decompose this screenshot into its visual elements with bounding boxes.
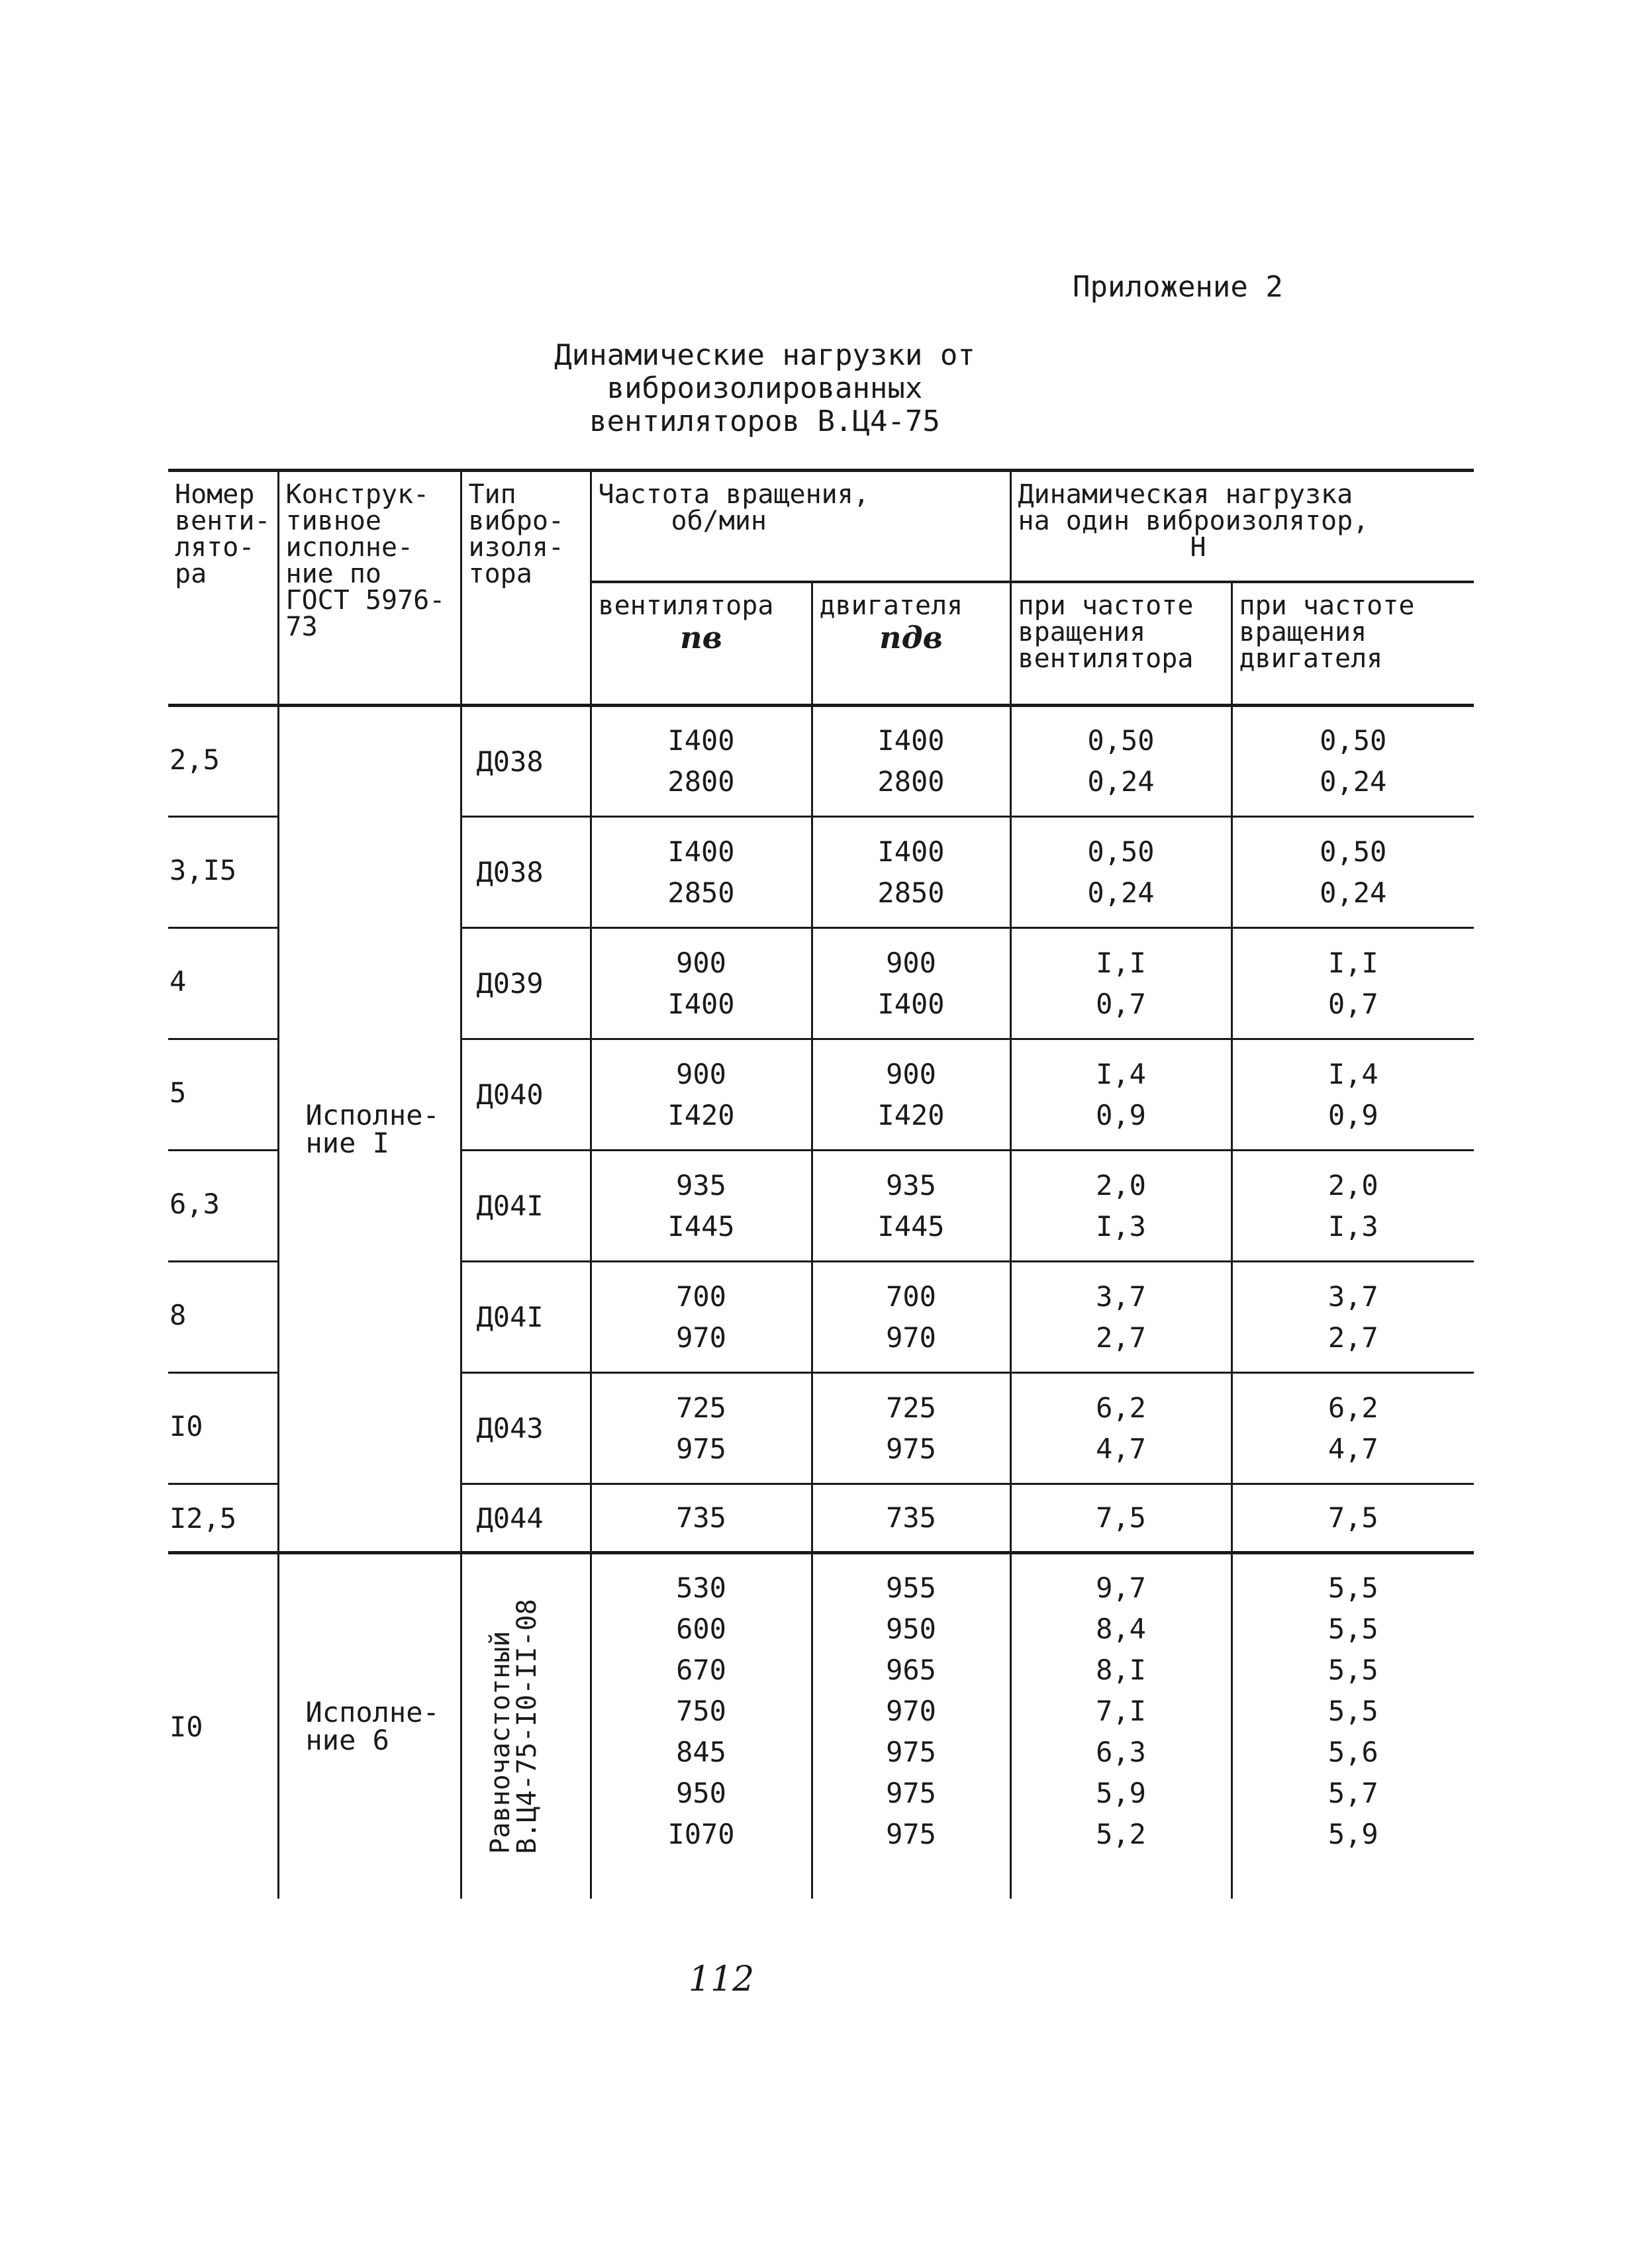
isolator-type: Д040 bbox=[461, 1039, 591, 1151]
page-title bbox=[391, 339, 1139, 438]
table-row bbox=[168, 1553, 1474, 1899]
dynamic-load-table bbox=[168, 469, 1474, 1899]
motor-speed: 700 970 bbox=[812, 1262, 1010, 1373]
title-line-2: вентиляторов В.Ц4-75 bbox=[589, 404, 940, 438]
load-at-motor-speed: I,4 0,9 bbox=[1232, 1039, 1474, 1151]
table-row bbox=[168, 706, 1474, 817]
isolator-type: Д039 bbox=[461, 928, 591, 1039]
load-at-fan-speed: I,4 0,9 bbox=[1010, 1039, 1232, 1151]
fan-number: 2,5 bbox=[168, 706, 278, 817]
fan-number: 5 bbox=[168, 1039, 278, 1151]
fan-number: 6,3 bbox=[168, 1151, 278, 1262]
header-fan-number: Номер венти- лято- ра bbox=[168, 471, 278, 706]
motor-speed: 935 I445 bbox=[812, 1151, 1010, 1262]
fan-number: 4 bbox=[168, 928, 278, 1039]
fan-speed: 735 bbox=[591, 1484, 812, 1553]
fan-speed: 700 970 bbox=[591, 1262, 812, 1373]
load-at-fan-speed: 0,50 0,24 bbox=[1010, 706, 1232, 817]
header-row-1 bbox=[168, 471, 1474, 583]
fan-number: 8 bbox=[168, 1262, 278, 1373]
symbol-n-fan: nв bbox=[680, 620, 722, 655]
isolator-type: Д043 bbox=[461, 1373, 591, 1484]
load-at-motor-speed: 3,7 2,7 bbox=[1232, 1262, 1474, 1373]
load-at-fan-speed: 2,0 I,3 bbox=[1010, 1151, 1232, 1262]
fan-speed: I400 2850 bbox=[591, 817, 812, 928]
motor-speed: 735 bbox=[812, 1484, 1010, 1553]
isolator-type: Д038 bbox=[461, 817, 591, 928]
header-isolator-type: Тип вибро- изоля- тора bbox=[461, 471, 591, 706]
fan-speed: I400 2800 bbox=[591, 706, 812, 817]
load-at-motor-speed: 0,50 0,24 bbox=[1232, 817, 1474, 928]
load-at-fan-speed: 6,2 4,7 bbox=[1010, 1373, 1232, 1484]
header-sub-fan: вентилятора nв bbox=[591, 582, 812, 706]
load-at-fan-speed-list: 9,7 8,4 8,I 7,I 6,3 5,9 5,2 bbox=[1010, 1553, 1232, 1899]
load-at-fan-speed: 3,7 2,7 bbox=[1010, 1262, 1232, 1373]
header-sub-load-fan: при частоте вращения вентилятора bbox=[1010, 582, 1232, 706]
header-design: Конструк- тивное исполне- ние по ГОСТ 5976- 73 bbox=[278, 471, 461, 706]
load-at-fan-speed: 0,50 0,24 bbox=[1010, 817, 1232, 928]
isolator-type-equal-frequency: Равночастотный В.Ц4-75-I0-II-08 bbox=[461, 1553, 591, 1899]
fan-number: I2,5 bbox=[168, 1484, 278, 1553]
motor-speed: I400 2800 bbox=[812, 706, 1010, 817]
design-execution-6: Исполне- ние 6 bbox=[278, 1553, 461, 1899]
header-sub-motor: двигателя nдв bbox=[812, 582, 1010, 706]
motor-speed: 900 I420 bbox=[812, 1039, 1010, 1151]
motor-speed: 900 I400 bbox=[812, 928, 1010, 1039]
load-at-motor-speed: 7,5 bbox=[1232, 1484, 1474, 1553]
isolator-type: Д038 bbox=[461, 706, 591, 817]
header-dynamic-load: Динамическая нагрузка на один виброизолятор, Н bbox=[1010, 471, 1474, 583]
load-at-motor-speed: 6,2 4,7 bbox=[1232, 1373, 1474, 1484]
isolator-type: Д044 bbox=[461, 1484, 591, 1553]
fan-speed: 725 975 bbox=[591, 1373, 812, 1484]
isolator-type: Д04I bbox=[461, 1151, 591, 1262]
fan-speed: 935 I445 bbox=[591, 1151, 812, 1262]
load-at-fan-speed: I,I 0,7 bbox=[1010, 928, 1232, 1039]
fan-number: I0 bbox=[168, 1553, 278, 1899]
motor-speed: I400 2850 bbox=[812, 817, 1010, 928]
isolator-type: Д04I bbox=[461, 1262, 591, 1373]
fan-speed: 900 I400 bbox=[591, 928, 812, 1039]
appendix-label: Приложение 2 bbox=[1073, 270, 1283, 304]
load-at-motor-speed: I,I 0,7 bbox=[1232, 928, 1474, 1039]
symbol-n-motor: nдв bbox=[879, 620, 943, 655]
load-at-motor-speed: 0,50 0,24 bbox=[1232, 706, 1474, 817]
motor-speed: 725 975 bbox=[812, 1373, 1010, 1484]
load-at-motor-speed-list: 5,5 5,5 5,5 5,5 5,6 5,7 5,9 bbox=[1328, 1572, 1378, 1850]
fan-speed-list: 530 600 670 750 845 950 I070 bbox=[591, 1553, 812, 1899]
fan-speed: 900 I420 bbox=[591, 1039, 812, 1151]
header-rotation-frequency: Частота вращения, об/мин bbox=[591, 471, 1010, 583]
header-sub-load-motor: при частоте вращения двигателя bbox=[1232, 582, 1474, 706]
design-execution-1: Исполне- ние I bbox=[278, 706, 461, 1553]
page-number: 112 bbox=[689, 1960, 755, 1999]
fan-number: 3,I5 bbox=[168, 817, 278, 928]
fan-number: I0 bbox=[168, 1373, 278, 1484]
load-at-fan-speed: 7,5 bbox=[1010, 1484, 1232, 1553]
title-line-1: Динамические нагрузки от виброизолированных bbox=[554, 338, 975, 405]
load-at-motor-speed: 2,0 I,3 bbox=[1232, 1151, 1474, 1262]
motor-speed-list: 955 950 965 970 975 975 975 bbox=[812, 1553, 1010, 1899]
